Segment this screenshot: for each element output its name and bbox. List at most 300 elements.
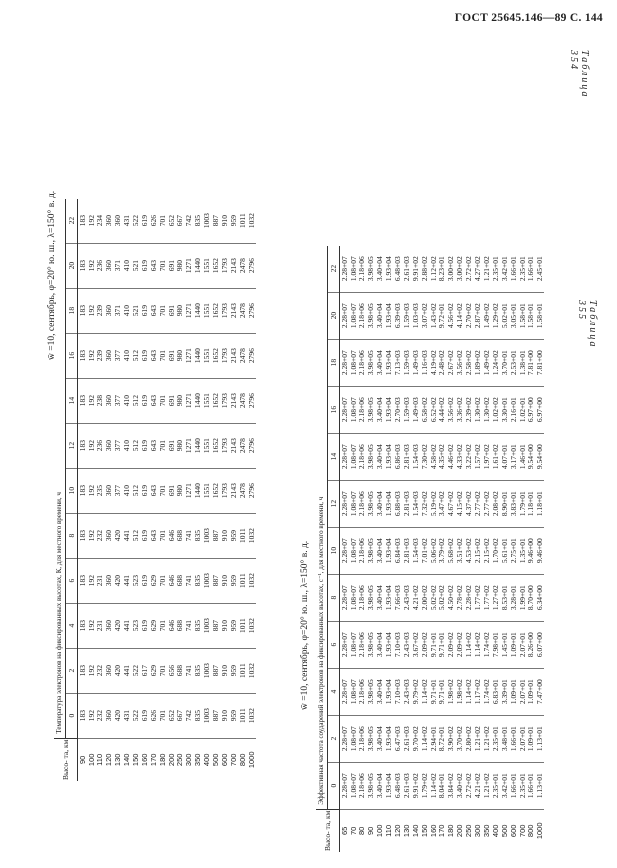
table-cell: 7.81+00 — [527, 339, 536, 386]
table-cell: 3.90+02 — [447, 715, 456, 762]
table-cell: 1.66+01 — [527, 762, 536, 809]
table-cell: 959 — [229, 513, 238, 558]
table-cell: 688 — [176, 603, 185, 648]
table-cell: 1.14+02 — [464, 668, 473, 715]
table-cell: 192 — [87, 558, 96, 603]
table-cell: 1.08+07 — [348, 256, 358, 282]
table-cell: 4.50+02 — [447, 574, 456, 621]
table-cell: 1551 — [202, 468, 211, 513]
table-cell: 980 — [176, 468, 185, 513]
table-cell: 1032 — [247, 558, 256, 603]
table-cell: 619 — [139, 215, 149, 227]
table-cell: 701 — [158, 333, 167, 378]
table-cell: 239 — [96, 333, 105, 378]
table-cell: 643 — [149, 468, 158, 513]
table-cell: 1.93+04 — [384, 480, 393, 527]
table-cell: 1032 — [247, 603, 256, 648]
table-cell: 441 — [122, 558, 131, 603]
height-value: 600 — [509, 809, 518, 852]
table-row — [491, 246, 500, 852]
height-header: Высо- та, км — [316, 809, 340, 852]
table-row — [527, 246, 536, 852]
table-cell: 512 — [131, 468, 140, 513]
table-cell: 231 — [96, 558, 105, 603]
table-cell: 2.70+03 — [393, 386, 402, 433]
table-cell: 3.98+05 — [367, 292, 376, 339]
table-cell: 6.48+03 — [393, 762, 402, 809]
table-cell: 701 — [157, 215, 167, 227]
table-cell: 2.28+07 — [340, 480, 349, 527]
table-cell: 3.40+02 — [456, 762, 465, 809]
table-cell: 1.77+02 — [482, 574, 491, 621]
table-cell: 6.86+03 — [393, 433, 402, 480]
table-cell: 192 — [86, 215, 96, 227]
table-cell: 1652 — [211, 378, 220, 423]
table-cell: 959 — [229, 558, 238, 603]
table-cell: 1.79+01 — [518, 480, 527, 527]
table-355-label: Таблица 355 — [576, 300, 598, 349]
table-cell: 3.40+04 — [376, 574, 385, 621]
table-row — [456, 246, 465, 852]
table-cell: 1793 — [220, 468, 229, 513]
table-cell: 2796 — [247, 378, 256, 423]
table-cell: 959 — [229, 648, 238, 693]
table-cell: 6.97+00 — [536, 386, 545, 433]
table-cell: 2.15+02 — [473, 527, 482, 574]
table-cell: 2.28+07 — [340, 762, 349, 809]
table-cell: 360 — [105, 693, 114, 738]
table-cell: 2.35+01 — [518, 762, 527, 809]
table-cell: 2796 — [247, 243, 256, 288]
table-cell: 2796 — [247, 468, 256, 513]
table-cell: 2.72+02 — [464, 762, 473, 809]
table-cell: 1032 — [246, 213, 256, 229]
table-cell: 701 — [158, 648, 167, 693]
table-cell: 2.28+07 — [339, 256, 349, 282]
table-cell: 5.61+01 — [500, 527, 509, 574]
table-cell: 3.00+02 — [455, 256, 465, 282]
height-value: 120 — [105, 738, 114, 781]
height-value: 180 — [158, 738, 167, 781]
table-cell: 1652 — [211, 333, 220, 378]
table-cell: 8.53+01 — [500, 574, 509, 621]
table-cell: 1271 — [185, 288, 194, 333]
column-header: 4 — [328, 668, 340, 715]
table-cell: 3.56+02 — [447, 386, 456, 433]
column-header: 6 — [328, 621, 340, 668]
table-cell: 7.81+00 — [536, 339, 545, 386]
table-cell: 2.18+06 — [358, 433, 367, 480]
table-cell: 360 — [105, 333, 114, 378]
table-cell: 652 — [166, 215, 176, 227]
table-354-title: w̄ =10, сентябрь, φ=20° ю. ш., λ=150° в. д. — [47, 190, 57, 360]
height-value: 140 — [411, 809, 420, 852]
table-cell: 2.18+06 — [358, 668, 367, 715]
table-row — [536, 246, 545, 852]
table-cell: 643 — [149, 513, 158, 558]
table-cell: 701 — [158, 693, 167, 738]
table-cell: 183 — [78, 693, 87, 738]
height-value: 250 — [176, 738, 185, 781]
column-header: 16 — [328, 386, 340, 433]
table-cell: 2796 — [247, 333, 256, 378]
column-header: 18 — [66, 288, 78, 333]
table-row — [509, 246, 518, 852]
table-row — [358, 246, 367, 852]
table-cell: 643 — [149, 423, 158, 468]
height-value: 160 — [429, 809, 438, 852]
table-cell: 742 — [184, 215, 194, 227]
table-cell: 619 — [140, 288, 149, 333]
table-cell: 1003 — [202, 693, 211, 738]
table-cell: 619 — [140, 378, 149, 423]
table-cell: 887 — [211, 558, 220, 603]
table-cell: 626 — [149, 693, 158, 738]
table-cell: 835 — [194, 693, 203, 738]
table-cell: 431 — [122, 215, 132, 227]
table-cell: 183 — [78, 648, 87, 693]
table-cell: 3.40+04 — [375, 256, 385, 282]
table-cell: 234 — [95, 215, 105, 227]
table-row — [464, 246, 473, 852]
table-cell: 2.16+01 — [509, 386, 518, 433]
table-cell: 2.43+03 — [402, 574, 411, 621]
table-cell: 1.02+01 — [518, 386, 527, 433]
table-row — [340, 246, 349, 852]
table-cell: 521 — [131, 288, 140, 333]
table-cell: 701 — [158, 513, 167, 558]
table-cell: 3.40+04 — [376, 433, 385, 480]
table-cell: 360 — [105, 603, 114, 648]
table-cell: 4.67+02 — [447, 480, 456, 527]
table-cell: 3.40+04 — [376, 621, 385, 668]
table-cell: 377 — [114, 468, 123, 513]
table-cell: 2.28+07 — [340, 433, 349, 480]
table-cell: 2478 — [238, 423, 247, 468]
table-cell: 2143 — [229, 243, 238, 288]
table-cell: 619 — [140, 693, 149, 738]
table-row — [229, 199, 238, 781]
table-cell: 3.47+02 — [438, 480, 447, 527]
table-cell: 1.58+01 — [518, 292, 527, 339]
column-header: 8 — [66, 513, 78, 558]
table-cell: 2.28+07 — [340, 292, 349, 339]
table-cell: 192 — [87, 513, 96, 558]
table-cell: 2.28+07 — [340, 621, 349, 668]
table-cell: 2.87+02 — [473, 292, 482, 339]
table-cell: 7.66+03 — [393, 574, 402, 621]
table-cell: 5.02+02 — [438, 574, 447, 621]
table-cell: 667 — [176, 693, 185, 738]
table-355-title: w̄ =10, сентябрь, φ=20° ю. ш., λ=150° в. д. — [300, 540, 310, 710]
table-cell: 360 — [105, 288, 114, 333]
height-value: 300 — [473, 809, 482, 852]
table-cell: 1.21+02 — [481, 256, 491, 282]
table-row — [247, 199, 256, 781]
table-cell: 1440 — [194, 423, 203, 468]
height-value: 150 — [420, 809, 429, 852]
table-cell: 3.07+02 — [420, 292, 429, 339]
table-cell: 629 — [149, 603, 158, 648]
table-cell: 2.70+02 — [464, 292, 473, 339]
table-cell: 2.78+02 — [456, 574, 465, 621]
table-cell: 1.54+03 — [411, 480, 420, 527]
table-cell: 2.00+02 — [420, 574, 429, 621]
table-row — [500, 246, 509, 852]
table-cell: 2.28+02 — [464, 574, 473, 621]
table-cell: 6.84+03 — [393, 527, 402, 574]
table-cell: 619 — [140, 333, 149, 378]
table-cell: 6.52+02 — [429, 386, 438, 433]
table-cell: 1271 — [185, 423, 194, 468]
table-cell: 1.93+04 — [384, 574, 393, 621]
table-cell: 1.09+01 — [509, 621, 518, 668]
table-cell: 2.77+02 — [482, 480, 491, 527]
table-cell: 1.59+03 — [402, 339, 411, 386]
table-cell: 619 — [140, 558, 149, 603]
table-cell: 887 — [211, 603, 220, 648]
table-cell: 2.15+02 — [482, 527, 491, 574]
table-cell: 183 — [78, 333, 87, 378]
table-cell: 1271 — [185, 333, 194, 378]
table-cell: 5.02+02 — [429, 574, 438, 621]
table-cell: 1.93+04 — [384, 527, 393, 574]
table-cell: 887 — [211, 215, 221, 227]
table-row — [438, 246, 447, 852]
table-cell: 1.17+02 — [473, 668, 482, 715]
table-cell: 6.39+03 — [393, 292, 402, 339]
table-cell: 1.74+02 — [482, 621, 491, 668]
table-cell: 1.09+01 — [527, 668, 536, 715]
table-cell: 887 — [211, 693, 220, 738]
table-cell: 2.81+03 — [402, 527, 411, 574]
table-cell: 2.18+06 — [358, 762, 367, 809]
table-cell: 1.08+07 — [349, 574, 358, 621]
table-cell: 1.93+04 — [384, 292, 393, 339]
table-cell: 2478 — [238, 378, 247, 423]
table-cell: 9.54+00 — [527, 433, 536, 480]
table-cell: 5.06+02 — [429, 527, 438, 574]
table-cell: 619 — [140, 513, 149, 558]
table-cell: 1.58+01 — [536, 292, 545, 339]
table-cell: 360 — [105, 468, 114, 513]
table-cell: 2.45+01 — [535, 256, 545, 282]
table-cell: 2.28+07 — [340, 339, 349, 386]
table-cell: 1.08+07 — [349, 621, 358, 668]
table-cell: 1.13+01 — [536, 715, 545, 762]
table-cell: 2.58+02 — [464, 339, 473, 386]
table-cell: 360 — [105, 513, 114, 558]
table-cell: 619 — [140, 423, 149, 468]
table-cell: 1.14+02 — [464, 621, 473, 668]
table-cell: 360 — [113, 215, 123, 227]
table-cell: 7.98+01 — [491, 621, 500, 668]
table-cell: 8.70+00 — [527, 574, 536, 621]
table-cell: 235 — [96, 468, 105, 513]
table-cell: 192 — [87, 603, 96, 648]
table-cell: 1.49+02 — [482, 339, 491, 386]
table-cell: 1003 — [202, 648, 211, 693]
table-cell: 2.18+06 — [358, 527, 367, 574]
table-cell: 3.79+02 — [438, 527, 447, 574]
table-row — [167, 199, 176, 781]
height-value: 160 — [140, 738, 149, 781]
height-value: 100 — [87, 738, 96, 781]
table-cell: 1793 — [220, 243, 229, 288]
table-cell: 1.93+04 — [384, 256, 394, 282]
table-cell: 4.53+02 — [464, 527, 473, 574]
height-value: 110 — [96, 738, 105, 781]
table-cell: 4.21+02 — [411, 574, 420, 621]
table-cell: 3.40+04 — [376, 527, 385, 574]
table-cell: 1.45+01 — [500, 621, 509, 668]
table-cell: 2.61+03 — [402, 762, 411, 809]
table-cell: 652 — [167, 693, 176, 738]
table-cell: 619 — [140, 468, 149, 513]
table-cell: 1.14+02 — [429, 762, 438, 809]
table-cell: 2.18+06 — [358, 574, 367, 621]
table-cell: 3.98+05 — [367, 621, 376, 668]
table-cell: 3.98+05 — [367, 527, 376, 574]
table-cell: 1003 — [202, 558, 211, 603]
table-cell: 1793 — [220, 333, 229, 378]
table-cell: 1.13+01 — [536, 762, 545, 809]
table-cell: 523 — [131, 603, 140, 648]
table-cell: 1011 — [238, 603, 247, 648]
table-cell: 410 — [122, 288, 131, 333]
table-cell: 3.30+01 — [500, 386, 509, 433]
table-row — [447, 246, 456, 852]
table-cell: 7.10+03 — [393, 621, 402, 668]
table-row — [429, 246, 438, 852]
column-header: 4 — [66, 603, 78, 648]
table-cell: 3.98+05 — [367, 386, 376, 433]
table-cell: 8.23+01 — [437, 256, 447, 282]
table-cell: 1652 — [211, 423, 220, 468]
table-cell: 5.02+01 — [500, 292, 509, 339]
table-cell: 1.09+01 — [527, 715, 536, 762]
table-cell: 3.84+02 — [447, 762, 456, 809]
table-cell: 2.43+03 — [402, 621, 411, 668]
table-cell: 183 — [78, 603, 87, 648]
table-cell: 1011 — [238, 558, 247, 603]
table-cell: 9.91+02 — [411, 762, 420, 809]
table-cell: 980 — [176, 333, 185, 378]
table-cell: 2796 — [247, 288, 256, 333]
table-cell: 3.70+02 — [456, 715, 465, 762]
height-value: 350 — [482, 809, 491, 852]
table-cell: 1011 — [237, 213, 247, 229]
table-cell: 1011 — [238, 648, 247, 693]
table-cell: 2.28+07 — [340, 386, 349, 433]
table-cell: 2.09+02 — [447, 621, 456, 668]
table-cell: 1.08+07 — [349, 715, 358, 762]
table-cell: 1.98+02 — [456, 668, 465, 715]
table-cell: 910 — [220, 558, 229, 603]
table-cell: 2.35+01 — [517, 256, 527, 282]
height-value: 170 — [149, 738, 158, 781]
table-cell: 522 — [131, 648, 140, 693]
table-row — [96, 199, 105, 781]
table-cell: 3.67+02 — [411, 621, 420, 668]
table-cell: 2478 — [238, 288, 247, 333]
table-cell: 4.46+02 — [447, 433, 456, 480]
table-cell: 691 — [167, 468, 176, 513]
table-cell: 183 — [78, 513, 87, 558]
table-354-label: Таблица 354 — [568, 50, 590, 99]
table-cell: 2478 — [238, 333, 247, 378]
table-cell: 3.83+01 — [509, 480, 518, 527]
table-cell: 3.00+02 — [446, 256, 456, 282]
table-cell: 2.18+06 — [358, 480, 367, 527]
table-cell: 835 — [194, 558, 203, 603]
table-cell: 2.72+02 — [464, 256, 474, 282]
table-cell: 1.12+02 — [428, 256, 438, 282]
table-cell: 377 — [114, 423, 123, 468]
table-cell: 1.89+02 — [473, 339, 482, 386]
table-cell: 2.18+06 — [358, 386, 367, 433]
table-cell: 192 — [87, 648, 96, 693]
table-cell: 441 — [122, 513, 131, 558]
table-cell: 1.59+03 — [402, 386, 411, 433]
table-row — [176, 199, 185, 781]
table-row — [220, 199, 229, 781]
table-cell: 1793 — [220, 423, 229, 468]
height-value: 300 — [185, 738, 194, 781]
table-cell: 2796 — [247, 423, 256, 468]
table-cell: 3.39+01 — [500, 668, 509, 715]
table-cell: 360 — [105, 558, 114, 603]
table-cell: 8.26+00 — [527, 621, 536, 668]
table-cell: 6.48+03 — [393, 256, 403, 282]
table-cell: 1.99+01 — [518, 574, 527, 621]
table-cell: 1793 — [220, 288, 229, 333]
table-cell: 3.40+04 — [376, 762, 385, 809]
column-header: 22 — [328, 246, 340, 293]
height-value: 180 — [447, 809, 456, 852]
table-cell: 6.97+00 — [527, 386, 536, 433]
table-cell: 688 — [176, 648, 185, 693]
table-cell: 2.28+07 — [340, 574, 349, 621]
table-cell: 1.18+01 — [536, 480, 545, 527]
table-cell: 691 — [167, 423, 176, 468]
table-cell: 1.30+02 — [482, 386, 491, 433]
table-cell: 741 — [185, 513, 194, 558]
table-cell: 741 — [185, 648, 194, 693]
table-cell: 1.66+01 — [509, 762, 518, 809]
table-cell: 1.08+07 — [349, 433, 358, 480]
table-cell: 6.58+02 — [420, 386, 429, 433]
table-cell: 2.94+01 — [429, 715, 438, 762]
table-cell: 183 — [78, 423, 87, 468]
table-cell: 4.35+02 — [438, 433, 447, 480]
table-cell: 629 — [149, 648, 158, 693]
table-cell: 1.77+02 — [473, 574, 482, 621]
table-cell: 512 — [131, 333, 140, 378]
table-cell: 236 — [96, 243, 105, 288]
table-cell: 521 — [131, 243, 140, 288]
table-cell: 2.43+03 — [402, 668, 411, 715]
table-cell: 3.40+04 — [376, 715, 385, 762]
table-cell: 4.56+02 — [447, 292, 456, 339]
table-cell: 1.57+02 — [473, 433, 482, 480]
table-cell: 1.21+02 — [473, 715, 482, 762]
table-cell: 4.58+02 — [429, 433, 438, 480]
table-cell: 646 — [167, 603, 176, 648]
table-cell: 1551 — [202, 288, 211, 333]
table-cell: 1.21+02 — [482, 715, 491, 762]
table-cell: 1.14+02 — [420, 668, 429, 715]
